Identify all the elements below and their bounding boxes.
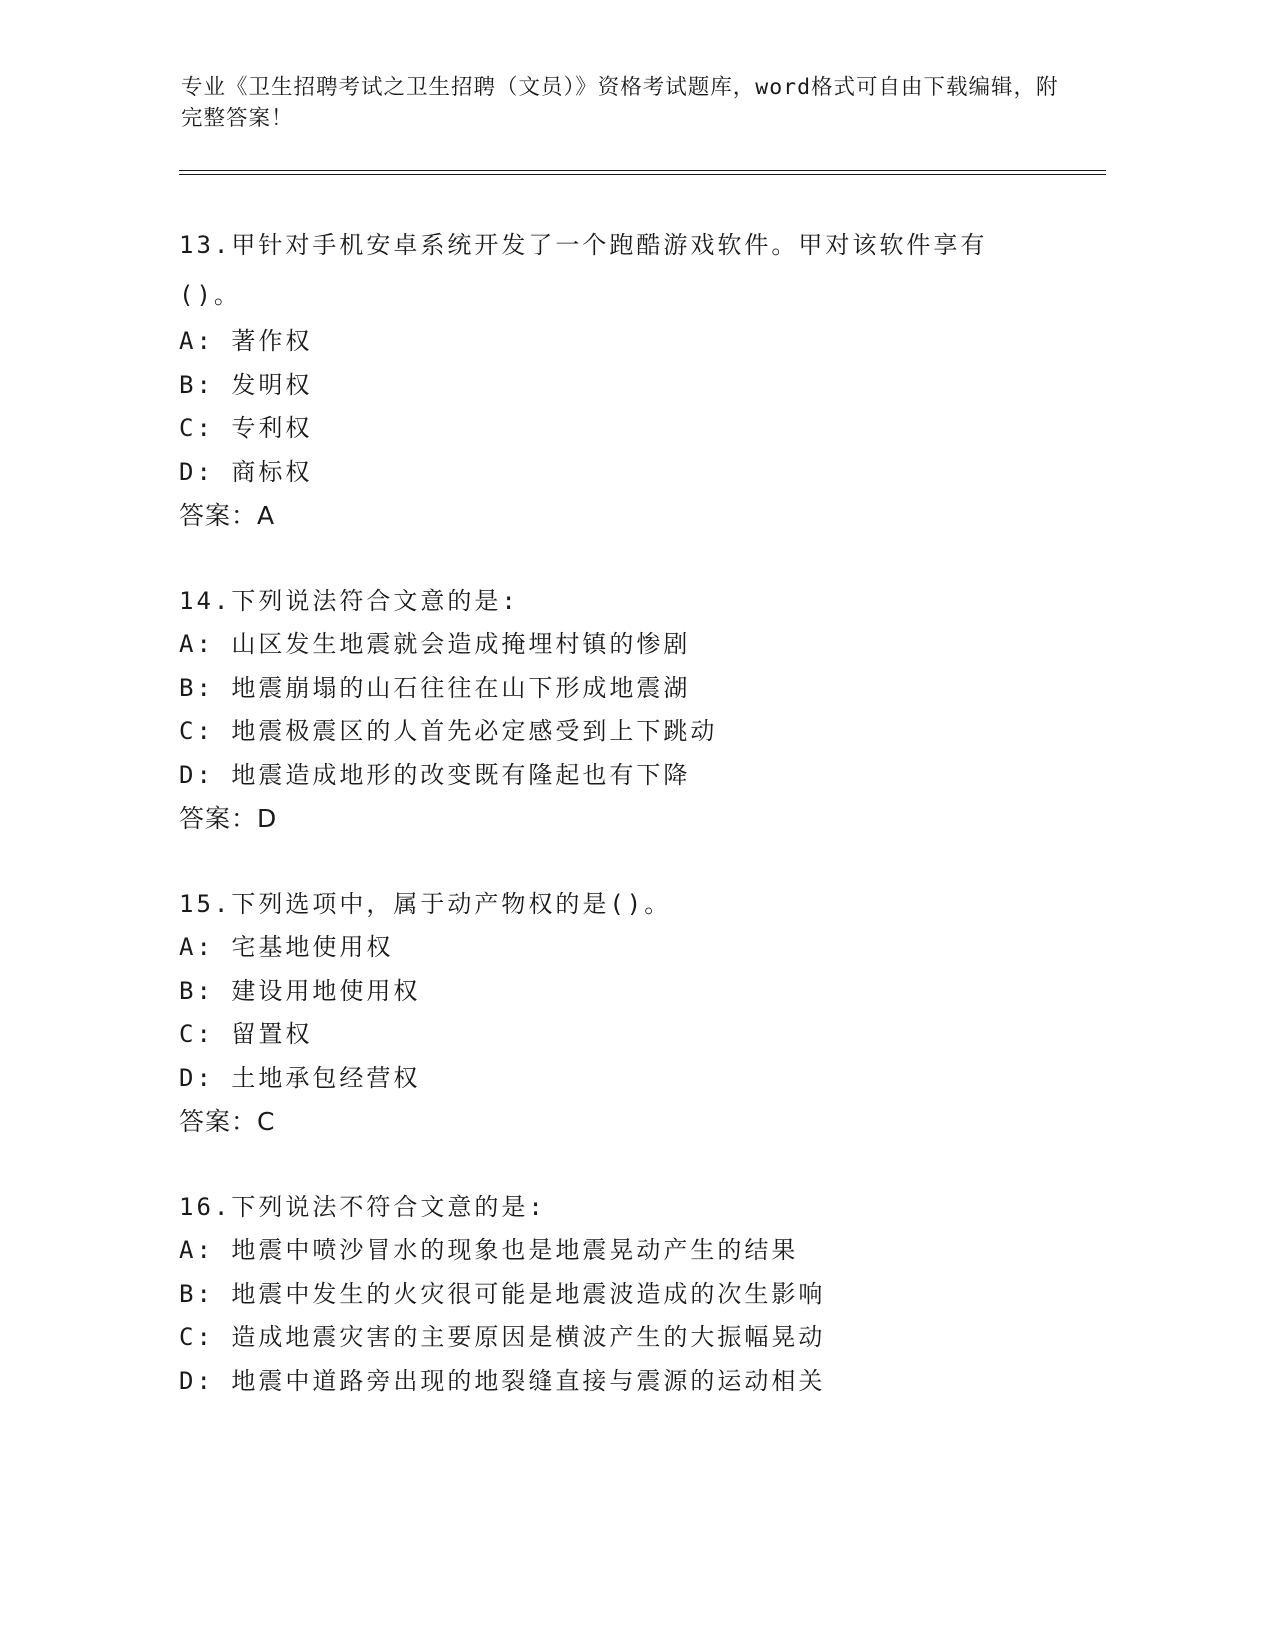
option-b: B: 建设用地使用权 bbox=[179, 976, 421, 1005]
option-c: C: 地震极震区的人首先必定感受到上下跳动 bbox=[179, 717, 718, 745]
option-b: B: 发明权 bbox=[179, 370, 313, 399]
option-c: C: 专利权 bbox=[179, 414, 313, 442]
option-a: A: 著作权 bbox=[179, 327, 313, 355]
question-stem: 13.甲针对手机安卓系统开发了一个跑酷游戏软件。甲对该软件享有()。 bbox=[179, 231, 988, 309]
question-15 bbox=[179, 883, 1079, 1144]
question-gap bbox=[179, 538, 1079, 580]
answer-label: 答案：C bbox=[179, 1107, 276, 1136]
question-list bbox=[179, 220, 1079, 1403]
question-stem: 16.下列说法不符合文意的是: bbox=[179, 1192, 546, 1221]
option-d: D: 地震中道路旁出现的地裂缝直接与震源的运动相关 bbox=[179, 1366, 826, 1395]
option-a: A: 地震中喷沙冒水的现象也是地震晃动产生的结果 bbox=[179, 1236, 799, 1264]
question-stem: 15.下列选项中，属于动产物权的是()。 bbox=[179, 889, 672, 918]
answer-label: 答案：A bbox=[179, 501, 276, 530]
question-16 bbox=[179, 1186, 1079, 1404]
document-header: 专业《卫生招聘考试之卫生招聘（文员）》资格考试题库，word格式可自由下载编辑，附完整答案！ bbox=[181, 75, 1059, 131]
question-stem: 14.下列说法符合文意的是: bbox=[179, 586, 519, 615]
question-13 bbox=[179, 220, 1079, 538]
option-a: A: 宅基地使用权 bbox=[179, 933, 394, 961]
option-d: D: 地震造成地形的改变既有隆起也有下降 bbox=[179, 760, 691, 789]
header-divider-top bbox=[179, 170, 1106, 171]
option-c: C: 造成地震灾害的主要原因是横波产生的大振幅晃动 bbox=[179, 1323, 826, 1351]
question-gap bbox=[179, 1144, 1079, 1186]
option-b: B: 地震崩塌的山石往往在山下形成地震湖 bbox=[179, 673, 691, 702]
option-d: D: 商标权 bbox=[179, 457, 313, 486]
header-divider-bottom bbox=[179, 174, 1106, 175]
option-b: B: 地震中发生的火灾很可能是地震波造成的次生影响 bbox=[179, 1279, 826, 1308]
option-d: D: 土地承包经营权 bbox=[179, 1063, 421, 1092]
answer-label: 答案：D bbox=[179, 804, 278, 833]
option-a: A: 山区发生地震就会造成掩埋村镇的惨剧 bbox=[179, 630, 691, 658]
question-14 bbox=[179, 580, 1079, 841]
question-gap bbox=[179, 841, 1079, 883]
option-c: C: 留置权 bbox=[179, 1020, 313, 1048]
